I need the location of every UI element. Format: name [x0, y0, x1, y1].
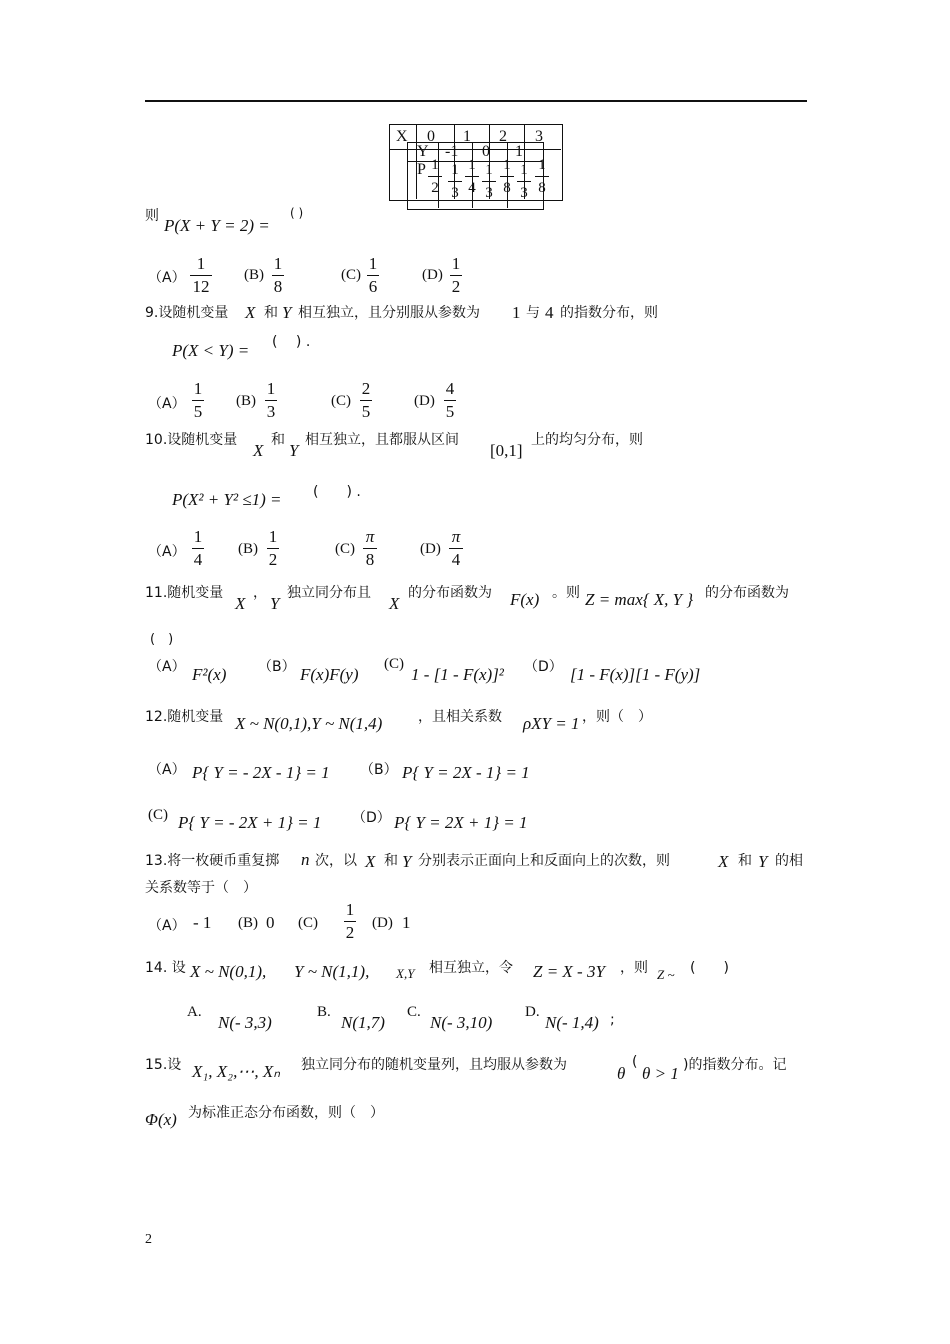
- option-b-fraction: 1 8: [273, 254, 283, 296]
- option-label-a: （A）: [148, 918, 186, 934]
- math-expression: X,Y: [396, 966, 415, 981]
- math-expression: P(X + Y = 2) =: [164, 216, 270, 235]
- question-text: 的分布函数为: [408, 585, 492, 601]
- table-y-value: 0: [482, 143, 490, 160]
- prob-fraction: 1 3: [517, 160, 531, 203]
- math-var: Y: [270, 594, 280, 613]
- option-label-d: (D): [422, 267, 443, 283]
- question-text: (: [632, 1054, 638, 1070]
- option-c-fraction: 2 5: [361, 379, 371, 421]
- math-expression: Z ~: [657, 967, 675, 982]
- math-number: 4: [545, 303, 554, 322]
- question-text: 和: [264, 305, 278, 321]
- option-label-b: (B): [244, 267, 264, 283]
- header-rule: [145, 100, 807, 102]
- math-var: θ: [617, 1064, 626, 1083]
- option-d-value: [1 - F(x)][1 - F(y)]: [570, 665, 701, 684]
- option-b-value: 0: [266, 913, 275, 932]
- question-text: ，则（ ）: [582, 709, 652, 725]
- math-expression: P(X² + Y² ≤1) =: [172, 490, 282, 509]
- question-text: 15.设: [145, 1057, 182, 1073]
- math-expression: Y ~ N(1,1),: [294, 962, 370, 981]
- question-text: 10.设随机变量: [145, 432, 238, 448]
- table-x-label: X: [396, 128, 408, 145]
- table-p-label: P: [417, 161, 426, 178]
- option-c-value: N(- 3,10): [430, 1013, 493, 1032]
- question-text: 上的均匀分布，则: [531, 432, 643, 448]
- option-d-fraction: 1 2: [451, 254, 461, 296]
- question-text: 次，以: [315, 853, 357, 869]
- option-label-c: (C): [341, 267, 361, 283]
- option-label-a: （A）: [148, 544, 186, 560]
- question-text: )的指数分布。记: [683, 1057, 787, 1073]
- prob-fraction: 1 8: [535, 155, 549, 198]
- question-text: 关系数等于（ ）: [145, 880, 257, 896]
- table-y-value: 1: [515, 143, 523, 160]
- question-text: 相互独立，且分别服从参数为: [298, 305, 480, 321]
- table-x-value: 3: [535, 128, 543, 145]
- math-var: Y: [758, 852, 768, 871]
- option-label-b: (B): [238, 541, 258, 557]
- answer-paren: ( ): [150, 632, 174, 647]
- question-text: 13.将一枚硬币重复掷: [145, 853, 280, 869]
- math-var: X: [253, 441, 264, 460]
- math-var: Y: [402, 852, 412, 871]
- option-label-c: (C): [148, 807, 168, 823]
- math-expression: Z = max{ X, Y }: [585, 590, 694, 609]
- math-number: 1: [512, 303, 521, 322]
- math-var: X: [389, 594, 400, 613]
- question-text: 为标准正态分布函数，则（ ）: [188, 1105, 384, 1121]
- math-expression: P(X < Y) =: [172, 341, 250, 360]
- option-a-fraction: 1 4: [193, 527, 203, 569]
- math-var: n: [301, 850, 310, 869]
- option-label-a: （A）: [148, 396, 186, 412]
- option-b-fraction: 1 3: [266, 379, 276, 421]
- math-var: Y: [282, 303, 292, 322]
- math-expression: Z = X - 3Y: [533, 962, 605, 981]
- table-x-value: 0: [427, 128, 435, 145]
- option-label-d: D.: [525, 1004, 540, 1020]
- math-var: X: [365, 852, 376, 871]
- option-b-value: N(1,7): [341, 1013, 385, 1032]
- page-number: 2: [145, 1232, 152, 1247]
- option-a-value: - 1: [193, 913, 212, 932]
- question-text: 的分布函数为: [705, 585, 789, 601]
- table-x-value: 2: [499, 128, 507, 145]
- option-a-fraction: 1 5: [193, 379, 203, 421]
- question-text: 独立同分布的随机变量列，且均服从参数为: [301, 1057, 567, 1073]
- prob-fraction: 1 2: [428, 155, 442, 198]
- option-label-c: (C): [335, 541, 355, 557]
- answer-paren: ( ) .: [313, 484, 361, 500]
- question-text: 则: [145, 208, 159, 224]
- option-label-a: （A）: [148, 270, 186, 286]
- option-d-value: 1: [402, 913, 411, 932]
- question-text: ，则: [620, 960, 648, 976]
- option-b-value: P{ Y = 2X - 1} = 1: [402, 763, 530, 782]
- option-label-a: （A）: [148, 659, 186, 675]
- question-text: 相互独立，且都服从区间: [305, 432, 459, 448]
- math-interval: [0,1]: [490, 441, 523, 460]
- option-label-d: (D): [414, 393, 435, 409]
- math-expression: ρXY = 1: [523, 714, 580, 733]
- option-label-a: A.: [187, 1004, 202, 1020]
- option-a-value: P{ Y = - 2X - 1} = 1: [192, 763, 330, 782]
- option-label-d: (D): [420, 541, 441, 557]
- question-text: 独立同分布且: [287, 585, 371, 601]
- option-label-d: （D）: [524, 659, 563, 675]
- option-label-b: (B): [236, 393, 256, 409]
- math-expression: X ~ N(0,1),: [190, 962, 267, 981]
- prob-fraction: 1 3: [482, 160, 496, 203]
- math-expression: θ > 1: [642, 1064, 679, 1083]
- option-c-value: 1 - [1 - F(x)]²: [411, 665, 504, 684]
- math-var: X: [235, 594, 246, 613]
- question-text: 。则: [552, 585, 580, 601]
- question-text: 12.随机变量: [145, 709, 224, 725]
- answer-paren: ( ): [690, 960, 729, 976]
- math-var: X: [245, 303, 256, 322]
- option-label-d: (D): [372, 915, 393, 931]
- question-text: 11.随机变量: [145, 585, 224, 601]
- question-text: 的指数分布，则: [560, 305, 658, 321]
- question-text: 14. 设: [145, 960, 186, 976]
- question-text: 分别表示正面向上和反面向上的次数，则: [418, 853, 670, 869]
- option-label-d: （D）: [352, 810, 391, 826]
- option-label-c: (C): [384, 656, 404, 672]
- answer-paren: ( ): [290, 206, 304, 220]
- question-text: ，: [253, 585, 267, 601]
- math-expression: X₁, X₂,⋯, Xₙ: [192, 1062, 280, 1081]
- option-c-fraction: 1 2: [345, 900, 355, 942]
- question-text: 相互独立，令: [429, 960, 513, 976]
- option-b-fraction: 1 2: [268, 527, 278, 569]
- option-a-value: N(- 3,3): [218, 1013, 272, 1032]
- question-text: 和: [384, 853, 398, 869]
- option-d-fraction: 4 5: [445, 379, 455, 421]
- math-expression: F(x): [510, 590, 540, 609]
- math-var: Y: [289, 441, 299, 460]
- math-var: X: [718, 852, 729, 871]
- option-label-c: (C): [331, 393, 351, 409]
- option-label-b: (B): [238, 915, 258, 931]
- punctuation: ;: [610, 1012, 615, 1028]
- option-a-value: F²(x): [192, 665, 227, 684]
- table-y-label: Y: [417, 143, 429, 160]
- option-c-fraction: π 8: [363, 527, 377, 570]
- option-label-b: B.: [317, 1004, 331, 1020]
- question-text: 与: [526, 305, 540, 321]
- prob-fraction: 1 3: [448, 160, 462, 203]
- math-expression: Φ(x): [145, 1110, 177, 1129]
- question-text: 和: [738, 853, 752, 869]
- option-b-value: F(x)F(y): [300, 665, 359, 684]
- option-d-value: P{ Y = 2X + 1} = 1: [394, 813, 528, 832]
- prob-fraction: 1 8: [500, 155, 514, 198]
- option-label-b: （B）: [360, 762, 398, 778]
- option-c-value: P{ Y = - 2X + 1} = 1: [178, 813, 322, 832]
- question-text: 和: [271, 432, 285, 448]
- option-label-c: (C): [298, 915, 318, 931]
- option-label-c: C.: [407, 1004, 421, 1020]
- table-x-value: 1: [463, 128, 471, 145]
- option-d-value: N(- 1,4): [545, 1013, 599, 1032]
- option-a-fraction: 1 12: [190, 254, 212, 297]
- question-text: 9.设随机变量: [145, 305, 229, 321]
- question-text: 的相: [775, 853, 803, 869]
- prob-fraction: 1 4: [465, 155, 479, 198]
- math-expression: X ~ N(0,1),Y ~ N(1,4): [235, 714, 383, 733]
- option-c-fraction: 1 6: [368, 254, 378, 296]
- question-text: ，且相关系数: [418, 709, 502, 725]
- table-y-value: -1: [445, 143, 459, 160]
- option-label-b: （B）: [258, 659, 296, 675]
- answer-paren: ( ) .: [272, 334, 311, 350]
- option-label-a: （A）: [148, 762, 186, 778]
- option-d-fraction: π 4: [449, 527, 463, 570]
